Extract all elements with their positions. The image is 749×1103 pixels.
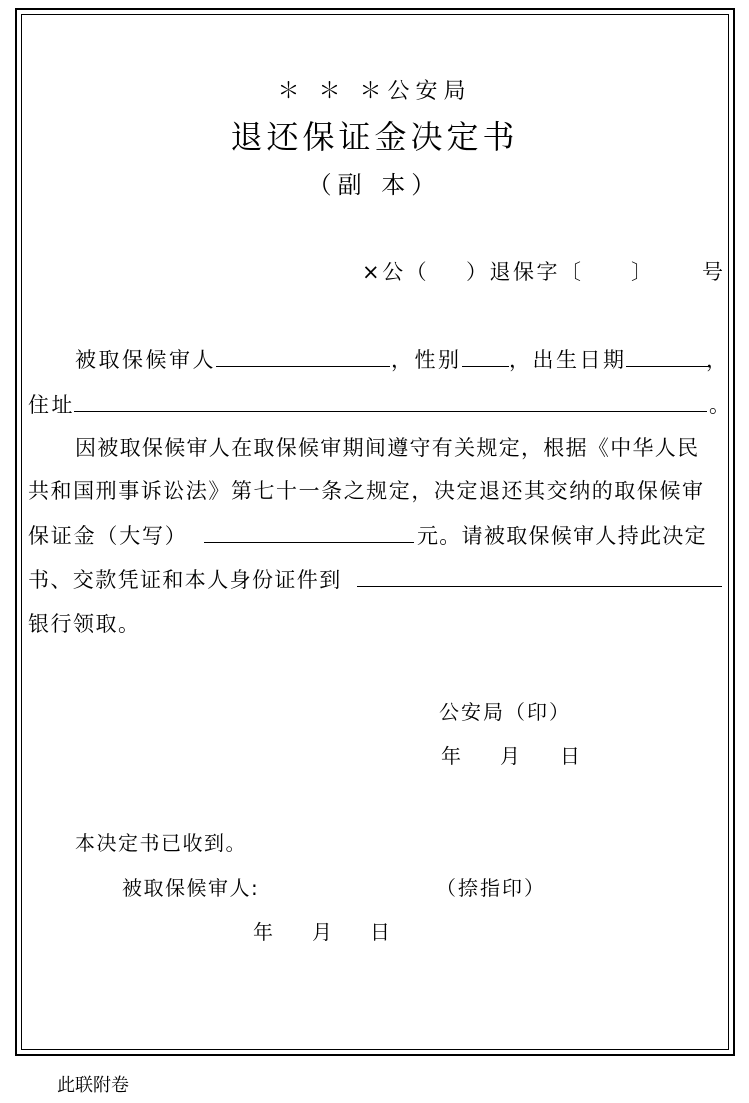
birth-label: ，出生日期 (509, 348, 627, 372)
bank-blank (357, 586, 722, 587)
para2-line3-prefix: 保证金（大写） (28, 524, 188, 548)
para2-line2: 共和国刑事诉讼法》第七十一条之规定，决定退还其交纳的取保候审 (28, 479, 705, 503)
signature-year: 年 (441, 744, 461, 768)
footer-note: 此联附卷 (57, 1075, 129, 1096)
birth-date-blank (626, 366, 708, 367)
para2-line3-suffix: 元。请被取保候审人持此决定 (417, 524, 707, 548)
receipt-day: 日 (370, 920, 390, 944)
para2-line4: 书、交款凭证和本人身份证件到 (28, 568, 342, 592)
fingerprint-label: （捺指印） (436, 876, 546, 900)
receipt-person-label: 被取保候审人: (122, 876, 260, 900)
seal-label: 公安局（印） (439, 700, 571, 724)
signature-day: 日 (560, 744, 580, 768)
doc-number-prefix: ×公（ (362, 260, 430, 284)
amount-blank (204, 542, 414, 543)
receipt-month: 月 (312, 920, 332, 944)
signature-month: 月 (500, 744, 520, 768)
doc-number-bracket: 〕 (631, 260, 655, 284)
address-blank (74, 411, 707, 412)
receipt-text: 本决定书已收到。 (75, 831, 247, 855)
address-label: 住址 (28, 393, 75, 417)
agency-name: ＊ ＊ ＊公安局 (277, 79, 472, 104)
person-name-blank (216, 366, 390, 367)
para2-line1: 因被取保候审人在取保候审期间遵守有关规定，根据《中华人民 (75, 436, 700, 460)
para2-line5: 银行领取。 (28, 612, 141, 636)
person-label: 被取保候审人 (75, 348, 216, 372)
gender-label: ，性别 (391, 348, 462, 372)
address-period: 。 (709, 393, 733, 417)
doc-number-middle: ）退保字〔 (466, 260, 584, 284)
line1-comma: ， (706, 348, 730, 372)
receipt-year: 年 (253, 920, 273, 944)
document-title: 退还保证金决定书 (230, 118, 519, 156)
copy-label: （副 本） (307, 171, 442, 199)
gender-blank (462, 366, 509, 367)
doc-number-suffix: 号 (702, 260, 726, 284)
